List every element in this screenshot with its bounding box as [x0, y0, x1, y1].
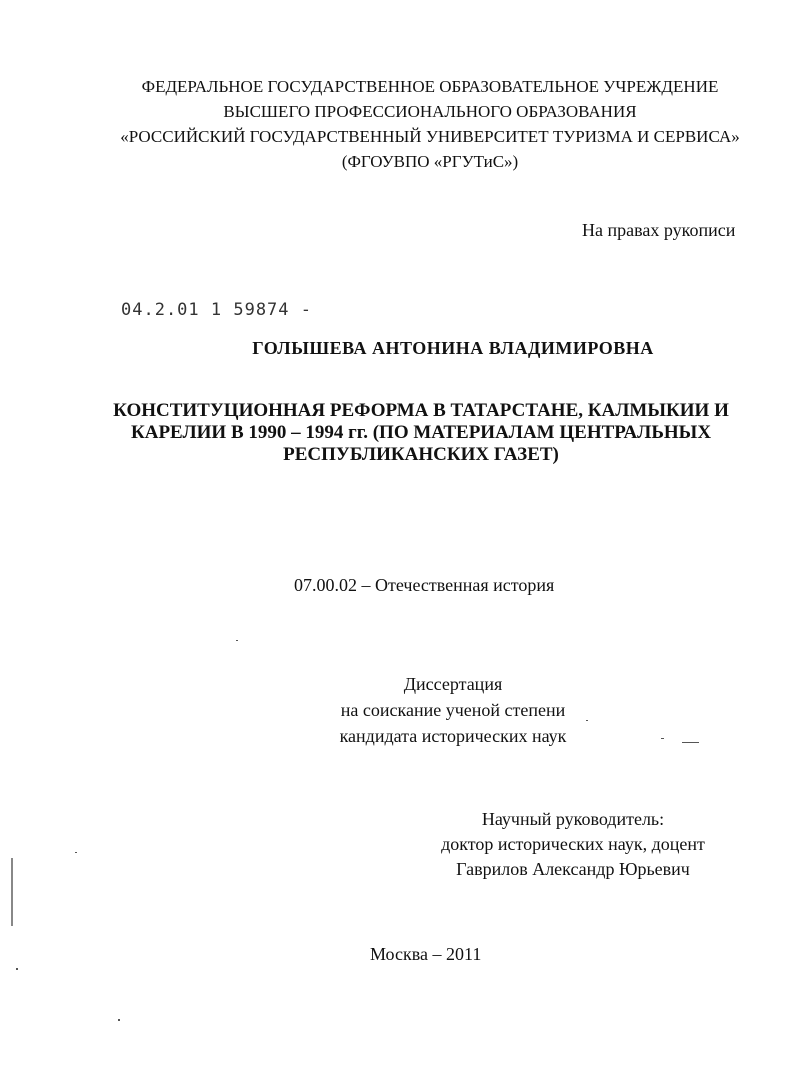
title-line-1: КОНСТИТУЦИОННАЯ РЕФОРМА В ТАТАРСТАНЕ, КАЛМЫКИИ И: [113, 400, 729, 421]
scan-speck: [16, 968, 18, 970]
scan-speck: [75, 852, 77, 853]
title-line-3: РЕСПУБЛИКАНСКИХ ГАЗЕТ): [283, 444, 559, 465]
institution-line-4: (ФГОУВПО «РГУТиС»): [341, 152, 519, 171]
city-year: Москва – 2011: [370, 944, 482, 964]
author-name: ГОЛЫШЕВА АНТОНИНА ВЛАДИМИРОВНА: [252, 338, 654, 358]
scan-edge-mark: [11, 858, 13, 926]
registration-stamp: 04.2.01 1 59874 -: [121, 300, 312, 320]
scan-speck: [118, 1019, 120, 1021]
institution-header: [0, 74, 798, 174]
degree-block: [0, 671, 798, 749]
supervisor-block: [0, 807, 798, 882]
supervisor-line-2: доктор исторических наук, доцент: [441, 834, 705, 854]
institution-line-2: ВЫСШЕГО ПРОФЕССИОНАЛЬНОГО ОБРАЗОВАНИЯ: [223, 102, 637, 121]
degree-line-1: Диссертация: [403, 674, 503, 694]
dissertation-title: [0, 400, 798, 466]
degree-line-2: на соискание ученой степени: [340, 700, 566, 720]
scan-speck: [586, 720, 588, 721]
scan-speck: [661, 738, 664, 739]
supervisor-line-1: Научный руководитель:: [481, 809, 665, 829]
institution-line-1: ФЕДЕРАЛЬНОЕ ГОСУДАРСТВЕННОЕ ОБРАЗОВАТЕЛЬНОЕ УЧРЕЖДЕНИЕ: [141, 77, 719, 96]
degree-line-3: кандидата исторических наук: [339, 726, 567, 746]
scan-speck: [236, 640, 238, 641]
manuscript-rights-note: На правах рукописи: [582, 220, 736, 240]
institution-line-3: «РОССИЙСКИЙ ГОСУДАРСТВЕННЫЙ УНИВЕРСИТЕТ ТУРИЗМА И СЕРВИСА»: [120, 127, 740, 146]
specialty-code: 07.00.02 – Отечественная история: [294, 575, 555, 595]
scan-mark: [682, 742, 699, 743]
title-line-2: КАРЕЛИИ В 1990 – 1994 гг. (ПО МАТЕРИАЛАМ ЦЕНТРАЛЬНЫХ: [130, 422, 712, 443]
supervisor-line-3: Гаврилов Александр Юрьевич: [456, 859, 690, 879]
